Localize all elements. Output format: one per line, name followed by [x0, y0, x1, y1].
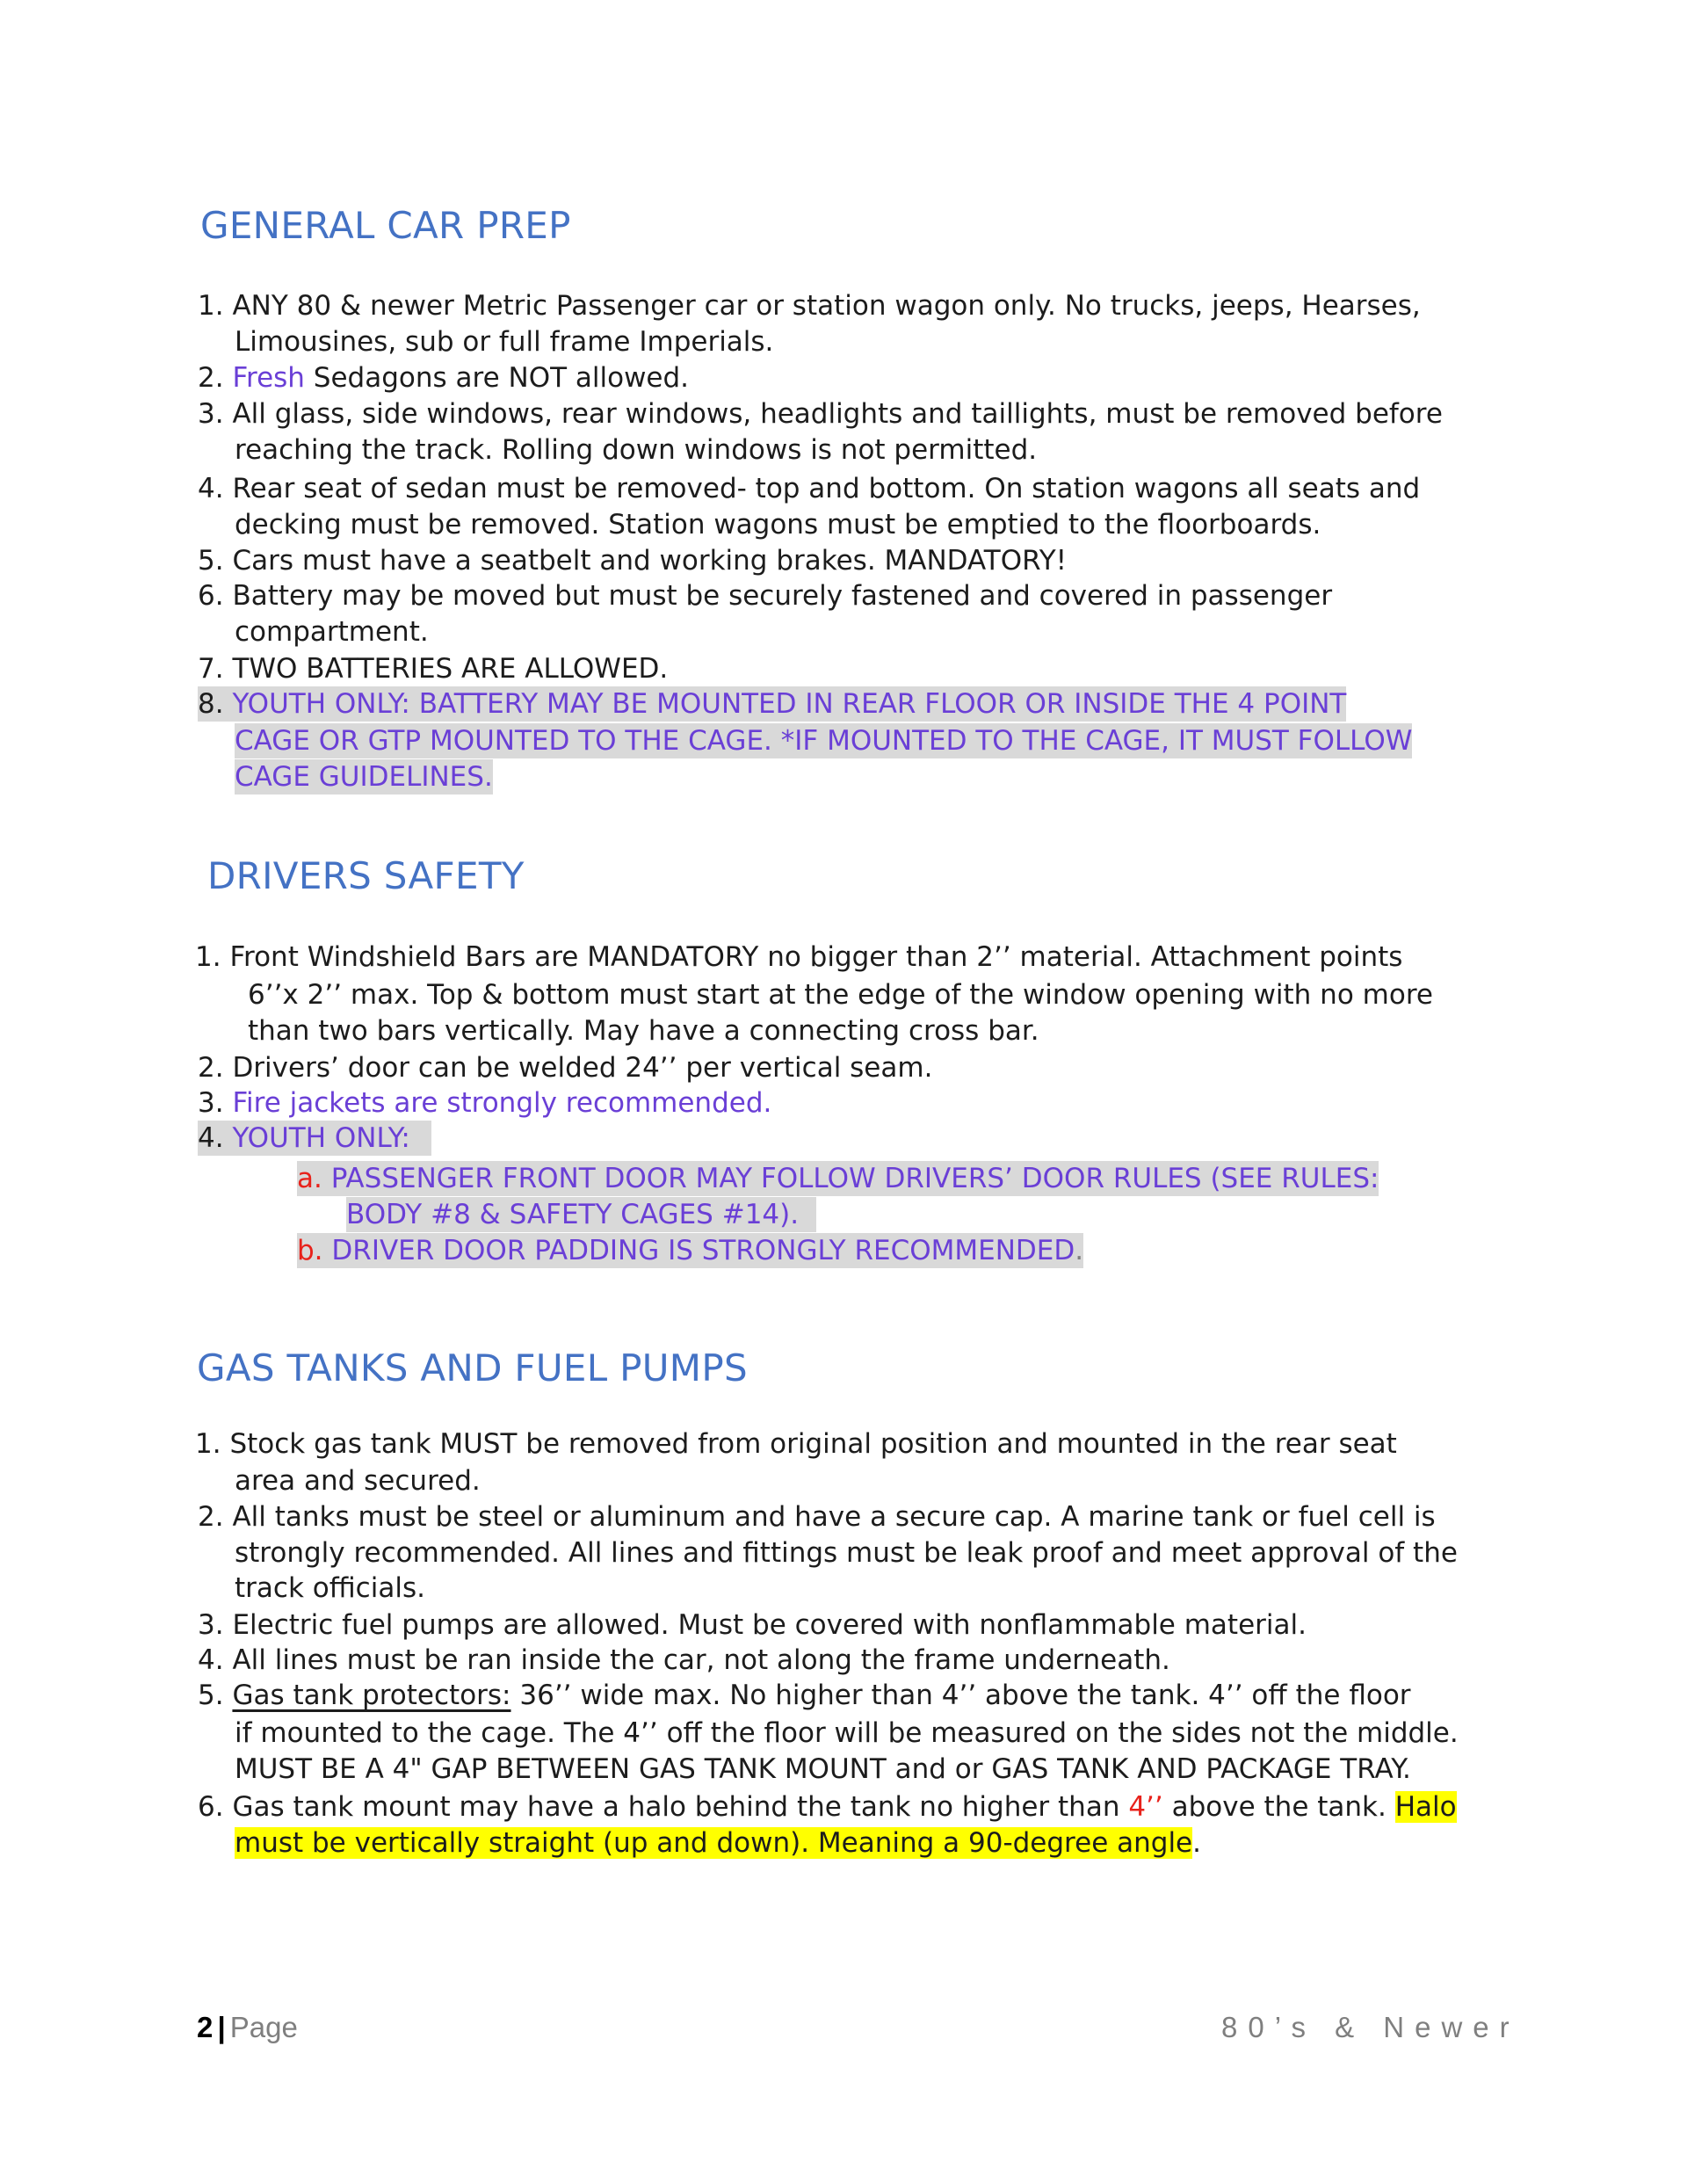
- list-item: 3. Fire jackets are strongly recommended.: [198, 1087, 772, 1119]
- list-item-cont: MUST BE A 4" GAP BETWEEN GAS TANK MOUNT and or GAS TANK AND PACKAGE TRAY.: [235, 1753, 1411, 1785]
- list-item-cont: reaching the track. Rolling down windows is not permitted.: [235, 434, 1038, 466]
- list-item-cont: must be vertically straight (up and down). Meaning a 90-degree angle.: [235, 1827, 1201, 1859]
- list-item: 3. Electric fuel pumps are allowed. Must be covered with nonflammable material.: [198, 1609, 1307, 1641]
- sub-item: a. PASSENGER FRONT DOOR MAY FOLLOW DRIVERS’ DOOR RULES (SEE RULES:: [297, 1163, 1379, 1194]
- list-item-youth: 4. YOUTH ONLY:: [198, 1121, 431, 1156]
- list-item-cont: Limousines, sub or full frame Imperials.: [235, 326, 774, 358]
- list-item: 5. Cars must have a seatbelt and working brakes. MANDATORY!: [198, 545, 1068, 577]
- list-item-cont: strongly recommended. All lines and fittings must be leak proof and meet approval of the: [235, 1537, 1458, 1569]
- section-title-drivers: DRIVERS SAFETY: [207, 854, 525, 897]
- list-item: 3. All glass, side windows, rear windows, headlights and taillights, must be removed before: [198, 398, 1443, 430]
- list-item: 2. Drivers’ door can be welded 24’’ per vertical seam.: [198, 1052, 933, 1084]
- sub-item: b. DRIVER DOOR PADDING IS STRONGLY RECOMMENDED.: [297, 1235, 1084, 1266]
- list-item: 5. Gas tank protectors: 36’’ wide max. No higher than 4’’ above the tank. 4’’ off the floor: [198, 1680, 1411, 1711]
- list-item: 4. Rear seat of sedan must be removed- top and bottom. On station wagons all seats and: [198, 473, 1421, 504]
- list-item: 4. All lines must be ran inside the car, not along the frame underneath.: [198, 1644, 1170, 1676]
- list-item-cont: decking must be removed. Station wagons must be emptied to the floorboards.: [235, 509, 1321, 541]
- list-item-cont: area and secured.: [235, 1465, 481, 1497]
- footer-title: 80’s & Newer: [1221, 2011, 1520, 2043]
- list-item-cont: track officials.: [235, 1572, 425, 1604]
- list-item-cont: than two bars vertically. May have a connecting cross bar.: [248, 1015, 1039, 1047]
- list-item: 1. Front Windshield Bars are MANDATORY no bigger than 2’’ material. Attachment points: [195, 941, 1403, 973]
- list-item: 1. Stock gas tank MUST be removed from original position and mounted in the rear seat: [195, 1428, 1397, 1460]
- sub-item-cont: BODY #8 & SAFETY CAGES #14).: [346, 1197, 816, 1232]
- list-item-cont: if mounted to the cage. The 4’’ off the floor will be measured on the sides not the middle.: [235, 1717, 1459, 1749]
- list-item: 7. TWO BATTERIES ARE ALLOWED.: [198, 653, 669, 685]
- list-item-cont: compartment.: [235, 616, 429, 648]
- list-item-youth: 8. YOUTH ONLY: BATTERY MAY BE MOUNTED IN REAR FLOOR OR INSIDE THE 4 POINT: [198, 688, 1347, 720]
- list-item-cont: CAGE GUIDELINES.: [235, 761, 493, 793]
- list-item: 2. All tanks must be steel or aluminum and have a secure cap. A marine tank or fuel cell is: [198, 1501, 1436, 1533]
- section-title-general: GENERAL CAR PREP: [200, 204, 571, 247]
- list-item: 2. Fresh Sedagons are NOT allowed.: [198, 362, 690, 394]
- page-number: 2 | Page: [197, 2011, 298, 2043]
- list-item: 6. Battery may be moved but must be securely fastened and covered in passenger: [198, 580, 1333, 612]
- list-item-cont: CAGE OR GTP MOUNTED TO THE CAGE. *IF MOUNTED TO THE CAGE, IT MUST FOLLOW: [235, 725, 1413, 757]
- list-item-cont: 6’’x 2’’ max. Top & bottom must start at the edge of the window opening with no more: [248, 979, 1433, 1011]
- list-item: 1. ANY 80 & newer Metric Passenger car or station wagon only. No trucks, jeeps, Hearses,: [198, 290, 1421, 322]
- list-item: 6. Gas tank mount may have a halo behind the tank no higher than 4’’ above the tank. Halo: [198, 1791, 1457, 1823]
- section-title-gas: GAS TANKS AND FUEL PUMPS: [197, 1346, 748, 1389]
